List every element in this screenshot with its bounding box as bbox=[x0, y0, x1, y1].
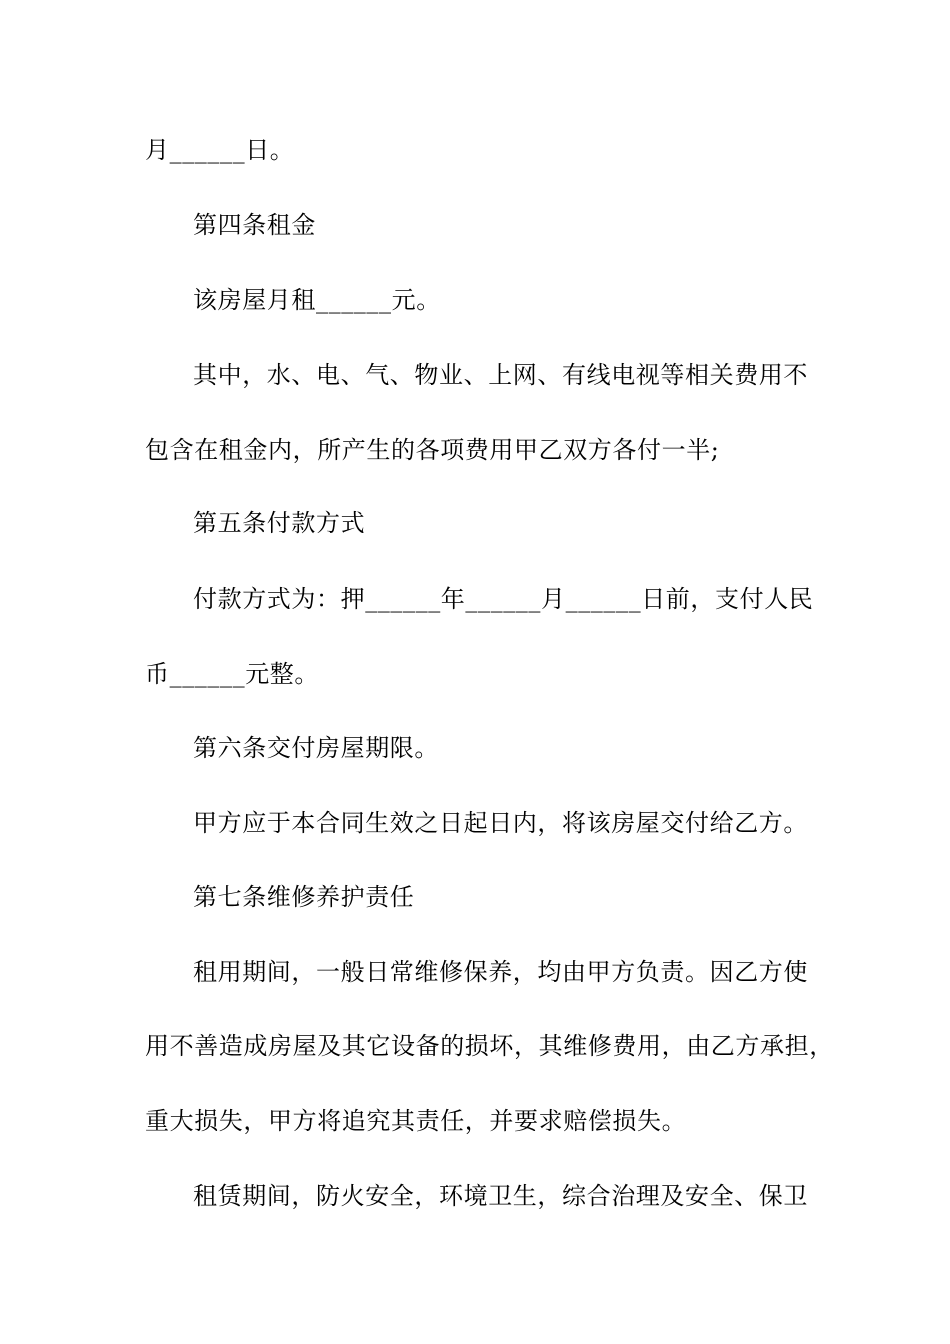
heading-article-4: 第四条租金 bbox=[193, 211, 316, 239]
text-line-payment-1: 付款方式为：押______年______月______日前，支付人民 bbox=[193, 585, 814, 613]
text-line-safety: 租赁期间，防火安全，环境卫生，综合治理及安全、保卫 bbox=[193, 1182, 808, 1210]
heading-article-7: 第七条维修养护责任 bbox=[193, 883, 415, 911]
text-line-maintenance-1: 租用期间，一般日常维修保养，均由甲方负责。因乙方使 bbox=[193, 958, 808, 986]
text-line-fees-1: 其中，水、电、气、物业、上网、有线电视等相关费用不 bbox=[193, 361, 808, 389]
text-line-date-end: 月______日。 bbox=[145, 136, 295, 164]
text-line-maintenance-3: 重大损失，甲方将追究其责任，并要求赔偿损失。 bbox=[145, 1107, 687, 1135]
text-line-delivery: 甲方应于本合同生效之日起日内，将该房屋交付给乙方。 bbox=[193, 809, 808, 837]
heading-article-6: 第六条交付房屋期限。 bbox=[193, 734, 439, 762]
text-line-maintenance-2: 用不善造成房屋及其它设备的损坏，其维修费用，由乙方承担， bbox=[145, 1032, 834, 1060]
text-line-payment-2: 币______元整。 bbox=[145, 660, 319, 688]
text-line-fees-2: 包含在租金内，所产生的各项费用甲乙双方各付一半; bbox=[145, 436, 720, 464]
text-line-rent: 该房屋月租______元。 bbox=[193, 286, 441, 314]
heading-article-5: 第五条付款方式 bbox=[193, 509, 366, 537]
